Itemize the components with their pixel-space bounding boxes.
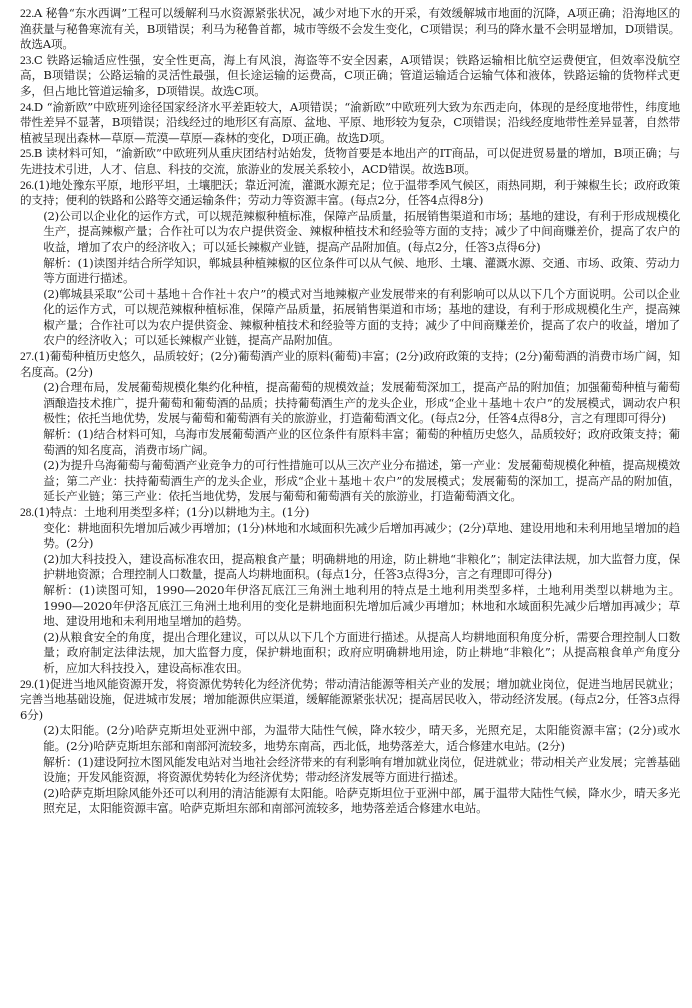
answer-first-line xyxy=(20,53,680,100)
question-number: 24. xyxy=(20,100,34,114)
question-number: 27. xyxy=(20,350,34,364)
answer-text: (2)合理布局，发展葡萄规模化集约化种植，提高葡萄的规模效益；发展葡萄深加工，提高产品的附加值；加强葡萄种植与葡萄酒酿造技术推广，提升葡萄和葡萄酒的品质；扶持葡萄酒生产的龙头企业，形成“企业＋基地＋农户”的发展模式，调动农户积极性；依托当地优势，发展与葡萄和葡萄酒有关的旅游业，打造葡萄酒文化。(每点2分，任答4点得8分，言之有理即可得分) xyxy=(43,380,680,426)
answer-first-line xyxy=(20,100,680,147)
answer-item xyxy=(20,178,680,350)
question-number: 26. xyxy=(20,178,34,192)
answer-text: (2)郸城县采取“公司＋基地＋合作社＋农户”的模式对当地辣椒产业发展带来的有利影响可以从以下几个方面说明。公司以企业化的运作方式，可以规范辣椒种植标准，保障产品质量，拓展销售渠道和市场；基地的建设，有利于形成规模化生产，提高辣椒产量；合作社可以为农户提供资金、辣椒种植技术和经验等方面的支持；减少了中间商赚差价，提高了农户的收益，增加了农户的经济收入；可以延长辣椒产业链，提高产品附加值。 xyxy=(43,286,680,348)
answer-item xyxy=(20,677,680,817)
answer-text: (2)公司以企业化的运作方式，可以规范辣椒种植标准，保障产品质量，拓展销售渠道和市场；基地的建设，有利于形成规模化生产，提高辣椒产量；合作社可以为农户提供资金、辣椒种植技术和经验等方面的支持；减少了中间商赚差价，提高了农户的收益，增加了农户的经济收入；可以延长辣椒产业链，提高产品附加值。(每点2分，任答3点得6分) xyxy=(43,208,680,254)
answer-item xyxy=(20,53,680,100)
answer-text: C 铁路运输适应性强，安全性更高，海上有风浪，海盗等不安全因素，A项错误；铁路运输相比航空运费便宜，但效率没航空高，B项错误；公路运输的灵活性最强，但长途运输的运费高，C项正确；管道运输适合运输气体和液体，铁路运输的货物样式更多，但占地比管道运输多，D项错误。故选C项。 xyxy=(20,52,680,98)
answer-text: (1)特点：土地利用类型多样；(1分)以耕地为主。(1分) xyxy=(33,505,310,519)
answer-paragraph xyxy=(20,755,680,786)
answer-paragraph xyxy=(20,786,680,817)
question-number: 28. xyxy=(20,506,34,519)
answer-paragraph xyxy=(20,427,680,458)
answer-first-line xyxy=(20,677,680,724)
answer-paragraph xyxy=(20,630,680,677)
answer-first-line xyxy=(20,6,680,53)
answer-text: 解析：(1)建设阿拉木图风能发电站对当地社会经济带来的有利影响有增加就业岗位，促进就业；带动相关产业发展；完善基础设施；开发风能资源，将资源优势转化为经济优势；带动经济发展等方面进行描述。 xyxy=(43,754,680,785)
answer-text: 解析：(1)读图可知，1990—2020年伊洛瓦底江三角洲土地利用的特点是土地利用类型多样，土地利用类型以耕地为主。1990—2020年伊洛瓦底江三角洲土地利用的变化是耕地面积先增加后减少再增加；林地和水域面积先减少后增加再减少；草地、建设用地和未利用地呈增加的趋势。 xyxy=(43,582,680,629)
answer-text: A 秘鲁“东水西调”工程可以缓解利马水资源紧张状况，减少对地下水的开采，有效缓解城市地面的沉降，A项正确；沿海地区的渔获量与秘鲁寒流有关，B项错误；利马为秘鲁首都，城市等级不会发生变化，C项错误；利马的降水量不会明显增加，D项错误。故选A项。 xyxy=(20,6,680,52)
answer-paragraph xyxy=(20,458,680,505)
answer-item xyxy=(20,6,680,53)
answer-paragraph xyxy=(20,287,680,349)
answer-paragraph xyxy=(20,552,680,583)
answer-text: (2)太阳能。(2分)哈萨克斯坦处亚洲中部，为温带大陆性气候，降水较少，晴天多，光照充足，太阳能资源丰富；(2分)或水能。(2分)哈萨克斯坦东部和南部河流较多，地势东南高，西北低，地势落差大，适合修建水电站。(2分) xyxy=(43,723,680,753)
answer-text: (2)为提升乌海葡萄与葡萄酒产业竞争力的可行性措施可以从三次产业分布描述，第一产业：发展葡萄规模化种植，提高规模效益；第二产业：扶持葡萄酒生产的龙头企业，形成“企业＋基地＋农户”的发展模式；发展葡萄的深加工，提高产品的附加值，延长产业链；第三产业：依托当地优势，发展与葡萄和葡萄酒有关的旅游业，打造葡萄酒文化。 xyxy=(43,458,680,504)
answer-text: D “渝新欧”中欧班列途径国家经济水平差距较大，A项错误；“渝新欧”中欧班列大致为东西走向，体现的是经度地带性，纬度地带性差异不显著，B项错误；沿线经过的地形区有高原、盆地、平原、地形较为复杂，C项错误；沿线经度地带性差异显著，自然带植被呈现出森林—草原—荒漠—草原—森林的变化，D项正确。故选D项。 xyxy=(20,99,680,145)
question-number: 25. xyxy=(20,147,34,161)
answer-text: (1)促进当地风能资源开发，将资源优势转化为经济优势；带动清洁能源等相关产业的发展；增加就业岗位，促进当地居民就业；完善当地基础设施，促进城市发展；增加能源供应渠道，缓解能源紧张状况；提高居民收入，带动经济发展。(每点2分，任答3点得6分) xyxy=(20,676,680,722)
answer-paragraph xyxy=(20,380,680,427)
answer-text: (1)葡萄种植历史悠久，品质较好；(2分)葡萄酒产业的原料(葡萄)丰富；(2分)政府政策的支持；(2分)葡萄酒的消费市场广阔，知名度高。(2分) xyxy=(20,349,680,379)
answer-item xyxy=(20,349,680,505)
answer-paragraph xyxy=(20,256,680,287)
answer-text: (1)地处豫东平原，地形平坦，土壤肥沃；靠近河流，灌溉水源充足；位于温带季风气候区，雨热同期，利于辣椒生长；政府政策的支持；便利的铁路和公路等交通运输条件；劳动力等资源丰富。(每点2分，任答4点得8分) xyxy=(20,177,680,208)
answer-first-line xyxy=(20,505,680,521)
question-number: 23. xyxy=(20,53,34,67)
answer-first-line xyxy=(20,349,680,380)
answer-paragraph xyxy=(20,723,680,754)
question-number: 29. xyxy=(20,677,34,691)
answer-paragraph xyxy=(20,209,680,256)
answer-text: (2)哈萨克斯坦除风能外还可以利用的清洁能源有太阳能。哈萨克斯坦位于亚洲中部，属于温带大陆性气候，降水少，晴天多光照充足，太阳能资源丰富。哈萨克斯坦东部和南部河流较多，地势落差适合修建水电站。 xyxy=(43,785,680,816)
answer-text: 解析：(1)结合材料可知，乌海市发展葡萄酒产业的区位条件有原料丰富；葡萄的种植历史悠久，品质较好；政府政策支持；葡萄酒的知名度高，消费市场广阔。 xyxy=(43,427,680,457)
question-number: 22. xyxy=(20,7,34,20)
answer-item xyxy=(20,505,680,677)
answer-text: B 读材料可知，“渝新欧”中欧班列从重庆团结村站始发，货物首要是本地出产的IT商品，可以促进贸易量的增加，B项正确；与先进技术引进，人才、信息、科技的交流，旅游业的发展关系较小，ACD错误。故选B项。 xyxy=(20,146,680,176)
answer-paragraph xyxy=(20,521,680,552)
answer-paragraph xyxy=(20,583,680,630)
answer-first-line xyxy=(20,146,680,177)
answer-item xyxy=(20,100,680,147)
answer-text: 变化：耕地面积先增加后减少再增加；(1分)林地和水域面积先减少后增加再减少；(2分)草地、建设用地和未利用地呈增加的趋势。(2分) xyxy=(43,520,680,551)
answer-first-line xyxy=(20,178,680,209)
answer-item xyxy=(20,146,680,177)
answer-text: (2)从粮食安全的角度，提出合理化建议，可以从以下几个方面进行描述。从提高人均耕地面积角度分析，需要合理控制人口数量；政府制定法律法规，加大监督力度，保护耕地面积；政府应明确耕地用途，防止耕地“非粮化”；从提高粮食单产角度分析，应加大科技投入，建设高标准农田。 xyxy=(43,629,680,675)
answer-text: 解析：(1)读图并结合所学知识，郸城县种植辣椒的区位条件可以从气候、地形、土壤、灌溉水源、交通、市场、政策、劳动力等方面进行描述。 xyxy=(43,255,680,286)
answer-text: (2)加大科技投入，建设高标准农田，提高粮食产量；明确耕地的用途，防止耕地“非粮化”；制定法律法规，加大监督力度，保护耕地资源；合理控制人口数量，提高人均耕地面积。(每点1分，任答3点得3分，言之有理即可得分) xyxy=(43,551,680,582)
